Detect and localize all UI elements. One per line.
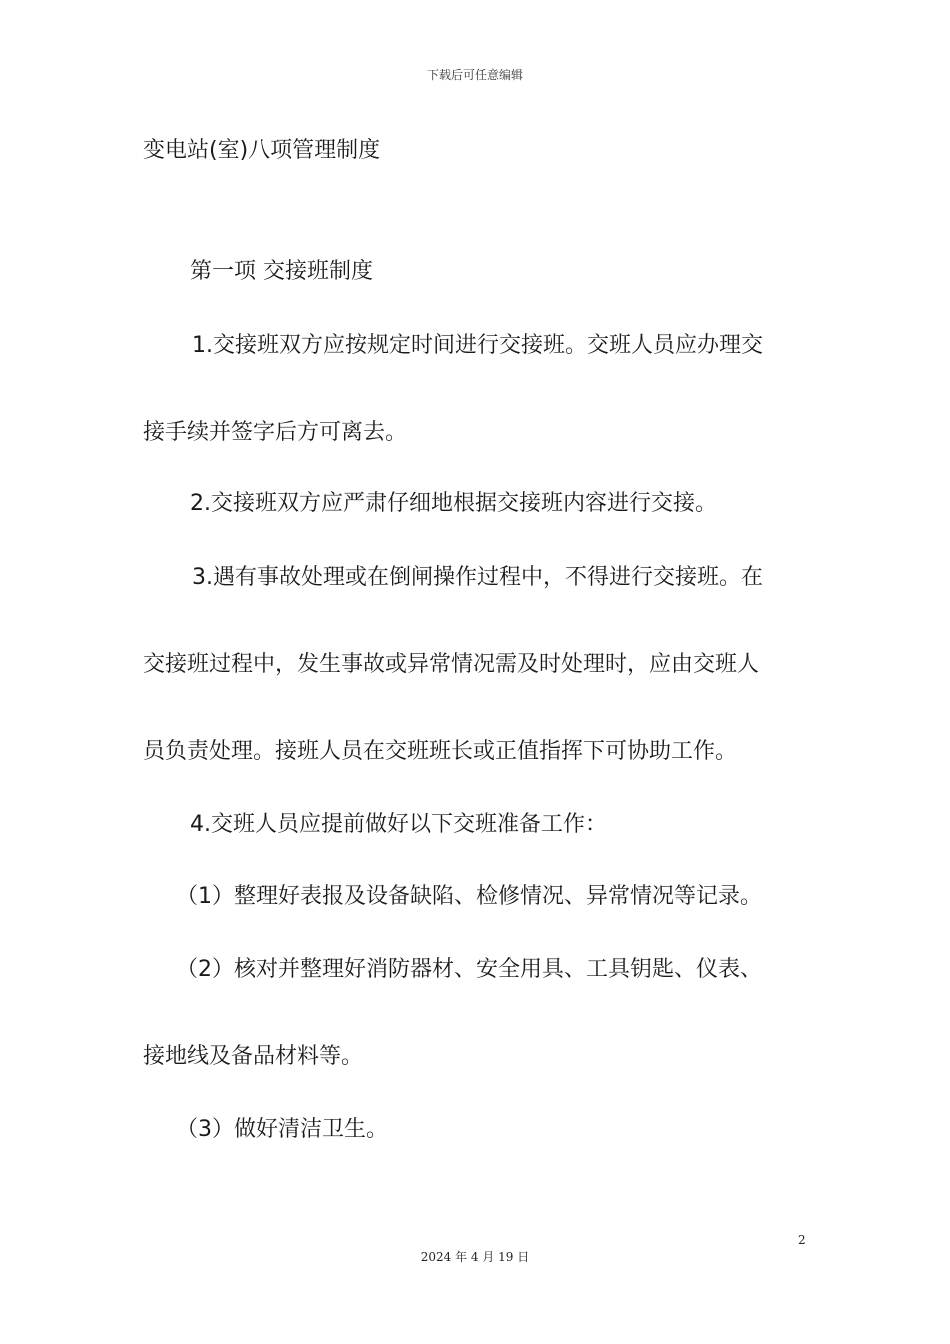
section-heading: 第一项 交接班制度: [190, 259, 373, 284]
paragraph-line: 3.遇有事故处理或在倒闸操作过程中，不得进行交接班。在: [192, 565, 763, 590]
paragraph-line: 交接班过程中，发生事故或异常情况需及时处理时，应由交班人: [143, 652, 760, 677]
paragraph-line: （2）核对并整理好消防器材、安全用具、工具钥匙、仪表、: [176, 957, 762, 982]
document-title: 变电站(室)八项管理制度: [143, 138, 381, 163]
paragraph-line: 4.交班人员应提前做好以下交班准备工作：: [190, 812, 607, 837]
footer-date: 2024 年 4 月 19 日: [420, 1250, 530, 1264]
paragraph-line: 2.交接班双方应严肃仔细地根据交接班内容进行交接。: [190, 491, 717, 516]
paragraph-line: 1.交接班双方应按规定时间进行交接班。交班人员应办理交: [192, 333, 763, 358]
paragraph-line: 员负责处理。接班人员在交班班长或正值指挥下可协助工作。: [143, 739, 738, 764]
paragraph-line: 接地线及备品材料等。: [143, 1044, 364, 1069]
page-number: 2: [798, 1233, 806, 1247]
paragraph-line: （3）做好清洁卫生。: [176, 1117, 388, 1142]
paragraph-line: 接手续并签字后方可离去。: [143, 420, 408, 445]
paragraph-line: （1）整理好表报及设备缺陷、检修情况、异常情况等记录。: [176, 884, 762, 909]
header-note: 下载后可任意编辑: [426, 68, 523, 82]
